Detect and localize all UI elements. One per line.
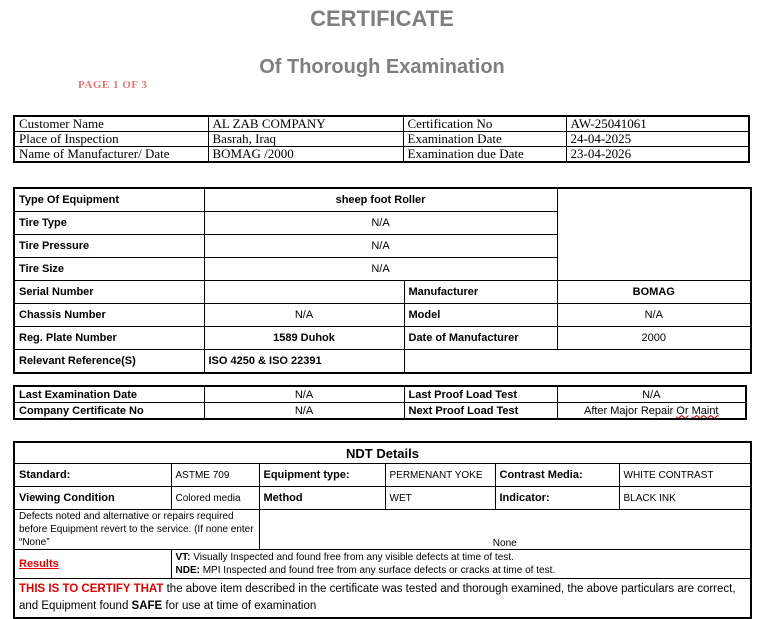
last-proof-label: Last Proof Load Test [404, 386, 557, 403]
nde-label: NDE: [175, 565, 200, 576]
certify-end: for use at time of examination [162, 600, 317, 612]
table-row [14, 350, 751, 374]
table-row [14, 403, 746, 420]
table-row [14, 386, 746, 403]
next-proof-prefix: After Major Repair [583, 404, 677, 417]
table-row [14, 510, 751, 550]
vt-text: Visually Inspected and found free from any visible defects at time of test. [190, 552, 514, 563]
chassis-value: N/A [204, 304, 404, 327]
last-exam-value: N/A [204, 386, 404, 403]
tire-size-value: N/A [204, 258, 557, 281]
last-exam-label: Last Examination Date [14, 386, 204, 403]
tire-size-label: Tire Size [14, 258, 204, 281]
last-proof-value: N/A [557, 386, 746, 403]
next-proof-label: Next Proof Load Test [404, 403, 557, 420]
certificate-subtitle: Of Thorough Examination [259, 56, 505, 78]
customer-info-table [13, 115, 750, 163]
exam-date-value: 24-04-2025 [566, 132, 749, 147]
place-label: Place of Inspection [14, 132, 208, 147]
table-row [14, 188, 751, 212]
type-value: sheep foot Roller [204, 188, 557, 212]
customer-name-label: Customer Name [14, 116, 208, 132]
ndt-title: NDT Details [14, 442, 751, 464]
equipment-table [13, 187, 752, 374]
ndt-details-table [13, 441, 752, 619]
method-label: Method [259, 487, 385, 510]
manufacturer-value: BOMAG /2000 [208, 147, 403, 163]
manufacturer-value: BOMAG [557, 281, 751, 304]
dom-value: 2000 [557, 327, 751, 350]
tire-type-value: N/A [204, 212, 557, 235]
chassis-label: Chassis Number [14, 304, 204, 327]
indicator-label: Indicator: [495, 487, 619, 510]
certify-safe: SAFE [131, 600, 163, 612]
empty-cell [404, 350, 557, 374]
next-proof-maint: Maint [691, 404, 719, 417]
reference-label: Relevant Reference(S) [14, 350, 204, 374]
blank-cell [557, 188, 751, 281]
table-row [14, 327, 751, 350]
page-number: PAGE 1 OF 3 [78, 79, 148, 91]
nde-text: MPI Inspected and found free from any surface defects or cracks at time of test. [199, 565, 556, 576]
certificate-title: CERTIFICATE [310, 6, 454, 31]
certify-lead: THIS IS TO CERTIFY THAT [19, 583, 164, 595]
plate-value: 1589 Duhok [204, 327, 404, 350]
table-row [14, 579, 751, 619]
equipment-type-value: PERMENANT YOKE [385, 464, 495, 487]
table-row [14, 147, 749, 163]
certification-no-label: Certification No [403, 116, 566, 132]
results-details [171, 550, 751, 579]
defects-label: Defects noted and alternative or repairs required before Equipment revert to the service. (If none enter “None” [14, 510, 259, 550]
table-row [14, 132, 749, 147]
empty-cell [557, 350, 751, 374]
tire-type-label: Tire Type [14, 212, 204, 235]
company-cert-value: N/A [204, 403, 404, 420]
exam-due-label: Examination due Date [403, 147, 566, 163]
next-proof-or: Or [676, 404, 689, 417]
standard-value: ASTME 709 [171, 464, 259, 487]
defects-value: None [259, 510, 751, 550]
next-proof-value [557, 403, 746, 420]
table-row [14, 281, 751, 304]
certify-statement [14, 579, 751, 619]
table-row [14, 464, 751, 487]
table-row [14, 550, 751, 579]
serial-label: Serial Number [14, 281, 204, 304]
type-label: Type Of Equipment [14, 188, 204, 212]
certify-text: the above item described in the certificate was tested and thorough examined, the above particulars are correct, and Equipment found [19, 583, 736, 612]
plate-label: Reg. Plate Number [14, 327, 204, 350]
customer-name-value: AL ZAB COMPANY [208, 116, 403, 132]
viewing-label: Viewing Condition [14, 487, 171, 510]
reference-value: ISO 4250 & ISO 22391 [204, 350, 404, 374]
model-value: N/A [557, 304, 751, 327]
results-label: Results [14, 550, 171, 579]
equipment-type-label: Equipment type: [259, 464, 385, 487]
method-value: WET [385, 487, 495, 510]
manufacturer-label: Name of Manufacturer/ Date [14, 147, 208, 163]
certification-no-value: AW-25041061 [566, 116, 749, 132]
serial-value [204, 281, 404, 304]
table-row [14, 304, 751, 327]
table-row [14, 487, 751, 510]
nde-line [176, 564, 747, 577]
table-row [14, 442, 751, 464]
contrast-value: WHITE CONTRAST [619, 464, 751, 487]
viewing-value: Colored media [171, 487, 259, 510]
vt-line [176, 551, 747, 564]
exam-history-table [13, 385, 747, 420]
table-row [14, 116, 749, 132]
manufacturer-label: Manufacturer [404, 281, 557, 304]
vt-label: VT: [175, 552, 191, 563]
tire-pressure-value: N/A [204, 235, 557, 258]
exam-due-value: 23-04-2026 [566, 147, 749, 163]
contrast-label: Contrast Media: [495, 464, 619, 487]
indicator-value: BLACK INK [619, 487, 751, 510]
tire-pressure-label: Tire Pressure [14, 235, 204, 258]
place-value: Basrah, Iraq [208, 132, 403, 147]
company-cert-label: Company Certificate No [14, 403, 204, 420]
standard-label: Standard: [14, 464, 171, 487]
exam-date-label: Examination Date [403, 132, 566, 147]
dom-label: Date of Manufacturer [404, 327, 557, 350]
model-label: Model [404, 304, 557, 327]
